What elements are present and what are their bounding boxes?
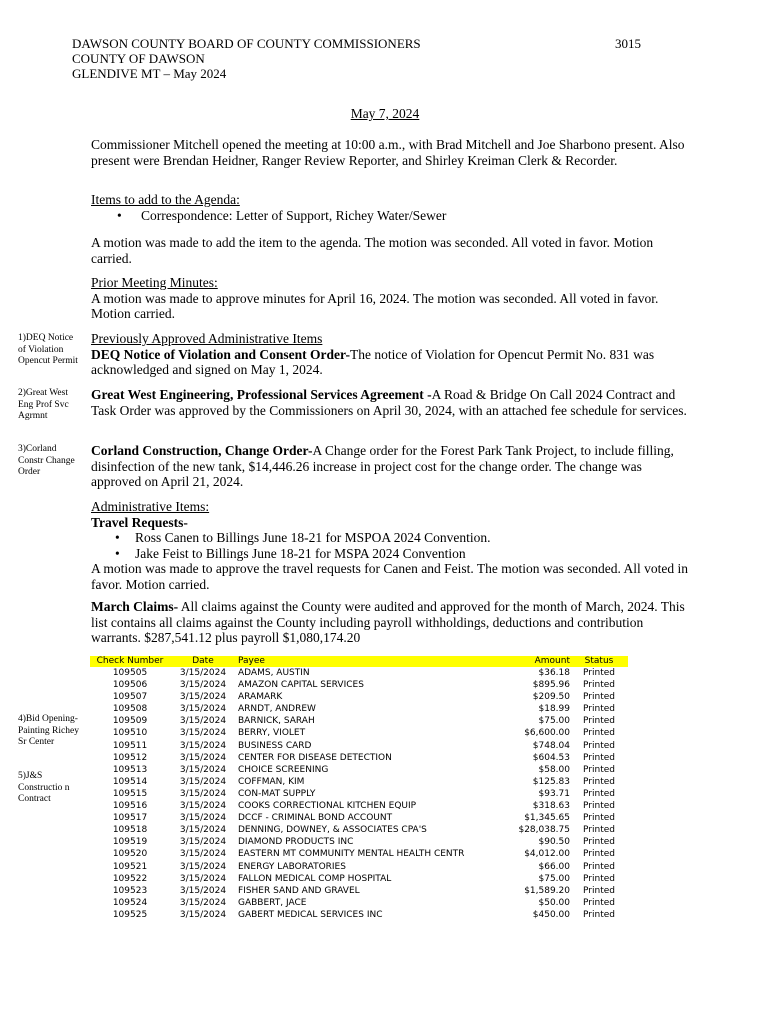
travel-motion: A motion was made to approve the travel requests for Canen and Feist. The motion was seconded. All voted in favor. Motion carried. bbox=[91, 561, 688, 592]
payee-cell: CON-MAT SUPPLY bbox=[238, 788, 316, 799]
status-cell: Printed bbox=[583, 909, 615, 920]
agenda-item: • Correspondence: Letter of Support, Richey Water/Sewer bbox=[91, 208, 691, 224]
status-cell: Printed bbox=[583, 897, 615, 908]
payee-cell: ARAMARK bbox=[238, 692, 283, 703]
payee-cell: DIAMOND PRODUCTS INC bbox=[238, 837, 354, 848]
table-row bbox=[90, 812, 628, 824]
header-amount: Amount bbox=[468, 656, 570, 667]
date-cell: 3/15/2024 bbox=[179, 692, 227, 703]
agenda-heading: Items to add to the Agenda: bbox=[91, 192, 240, 207]
check-number-cell: 109518 bbox=[112, 825, 148, 836]
claims-table-body bbox=[90, 667, 628, 921]
status-cell: Printed bbox=[583, 740, 615, 751]
amount-cell: $66.00 bbox=[538, 861, 570, 872]
document-header bbox=[72, 36, 421, 81]
status-cell: Printed bbox=[583, 849, 615, 860]
header-date: Date bbox=[170, 656, 236, 667]
date-cell: 3/15/2024 bbox=[179, 849, 227, 860]
date-cell: 3/15/2024 bbox=[179, 825, 227, 836]
date-cell: 3/15/2024 bbox=[179, 752, 227, 763]
amount-cell: $93.71 bbox=[538, 788, 570, 799]
check-number-cell: 109523 bbox=[112, 885, 148, 896]
amount-cell: $75.00 bbox=[538, 716, 570, 727]
status-cell: Printed bbox=[583, 704, 615, 715]
date-cell: 3/15/2024 bbox=[179, 680, 227, 691]
header-status: Status bbox=[570, 656, 628, 667]
status-cell: Printed bbox=[583, 788, 615, 799]
check-number-cell: 109519 bbox=[112, 837, 148, 848]
amount-cell: $748.04 bbox=[532, 740, 570, 751]
status-cell: Printed bbox=[583, 668, 615, 678]
table-row bbox=[90, 836, 628, 848]
status-cell: Printed bbox=[583, 764, 615, 775]
status-cell: Printed bbox=[583, 813, 615, 824]
table-row bbox=[90, 691, 628, 703]
travel-item: • Ross Canen to Billings June 18-21 for MSPOA 2024 Convention. bbox=[91, 530, 691, 546]
status-cell: Printed bbox=[583, 885, 615, 896]
claims-table bbox=[90, 656, 628, 921]
table-row bbox=[90, 800, 628, 812]
date-cell: 3/15/2024 bbox=[179, 909, 227, 920]
amount-cell: $90.50 bbox=[538, 837, 570, 848]
table-row bbox=[90, 861, 628, 873]
date-cell: 3/15/2024 bbox=[179, 728, 227, 739]
previously-approved-section bbox=[91, 331, 691, 378]
amount-cell: $28,038.75 bbox=[518, 825, 570, 836]
corland-text: A Change order for the Forest Park Tank Project, to include filling, disinfection of the new tank, $14,446.26 increase in project cost for the change order. The change was approved on April 21, 2024. bbox=[91, 443, 674, 489]
administrative-section bbox=[91, 499, 691, 592]
status-cell: Printed bbox=[583, 825, 615, 836]
check-number-cell: 109512 bbox=[112, 752, 148, 763]
margin-note-deq: 1)DEQ Notice of Violation Opencut Permit bbox=[18, 333, 78, 366]
header-line-3: GLENDIVE MT – May 2024 bbox=[72, 66, 227, 81]
amount-cell: $4,012.00 bbox=[524, 849, 570, 860]
margin-note-bid: 4)Bid Opening-Painting Richey Sr Center bbox=[18, 714, 79, 747]
table-row bbox=[90, 885, 628, 897]
date-cell: 3/15/2024 bbox=[179, 885, 227, 896]
amount-cell: $318.63 bbox=[532, 801, 570, 812]
payee-cell: ADAMS, AUSTIN bbox=[238, 668, 310, 678]
margin-note-corland: 3)Corland Constr Change Order bbox=[18, 444, 75, 477]
amount-cell: $36.18 bbox=[538, 668, 570, 678]
date-cell: 3/15/2024 bbox=[179, 897, 227, 908]
payee-cell: CHOICE SCREENING bbox=[238, 764, 329, 775]
gwe-item bbox=[91, 387, 691, 418]
table-row bbox=[90, 740, 628, 752]
payee-cell: ENERGY LABORATORIES bbox=[238, 861, 346, 872]
agenda-section bbox=[91, 192, 691, 223]
table-row bbox=[90, 909, 628, 921]
date-cell: 3/15/2024 bbox=[179, 801, 227, 812]
payee-cell: DCCF - CRIMINAL BOND ACCOUNT bbox=[238, 813, 393, 824]
travel-item: • Jake Feist to Billings June 18-21 for MSPA 2024 Convention bbox=[91, 546, 691, 562]
table-row bbox=[90, 764, 628, 776]
table-row bbox=[90, 703, 628, 715]
check-number-cell: 109524 bbox=[112, 897, 148, 908]
table-row bbox=[90, 679, 628, 691]
date-cell: 3/15/2024 bbox=[179, 668, 227, 678]
check-number-cell: 109521 bbox=[112, 861, 148, 872]
payee-cell: EASTERN MT COMMUNITY MENTAL HEALTH CENTR bbox=[238, 849, 465, 860]
minutes-text: A motion was made to approve minutes for April 16, 2024. The motion was seconded. All voted in favor. Motion carried. bbox=[91, 290, 659, 321]
check-number-cell: 109514 bbox=[112, 776, 148, 787]
payee-cell: BUSINESS CARD bbox=[238, 740, 312, 751]
date-cell: 3/15/2024 bbox=[179, 776, 227, 787]
deq-item bbox=[91, 347, 691, 378]
payee-cell: BARNICK, SARAH bbox=[238, 716, 315, 727]
header-line-2: COUNTY OF DAWSON bbox=[72, 51, 205, 66]
date-cell: 3/15/2024 bbox=[179, 704, 227, 715]
table-row bbox=[90, 667, 628, 679]
claims-table-header bbox=[90, 656, 628, 667]
status-cell: Printed bbox=[583, 861, 615, 872]
status-cell: Printed bbox=[583, 776, 615, 787]
header-line-1: DAWSON COUNTY BOARD OF COUNTY COMMISSIONERS bbox=[72, 36, 421, 51]
status-cell: Printed bbox=[583, 837, 615, 848]
status-cell: Printed bbox=[583, 728, 615, 739]
payee-cell: AMAZON CAPITAL SERVICES bbox=[238, 680, 364, 691]
claims-title: March Claims- bbox=[91, 599, 179, 614]
payee-cell: FALLON MEDICAL COMP HOSPITAL bbox=[238, 873, 392, 884]
date-cell: 3/15/2024 bbox=[179, 837, 227, 848]
amount-cell: $125.83 bbox=[532, 776, 570, 787]
margin-note-gwe: 2)Great West Eng Prof Svc Agrmnt bbox=[18, 388, 69, 421]
payee-cell: BERRY, VIOLET bbox=[238, 728, 306, 739]
amount-cell: $6,600.00 bbox=[524, 728, 570, 739]
amount-cell: $18.99 bbox=[538, 704, 570, 715]
status-cell: Printed bbox=[583, 716, 615, 727]
payee-cell: CENTER FOR DISEASE DETECTION bbox=[238, 752, 392, 763]
table-row bbox=[90, 752, 628, 764]
margin-note-js: 5)J&S Constructio n Contract bbox=[18, 771, 70, 804]
table-row bbox=[90, 727, 628, 739]
check-number-cell: 109505 bbox=[112, 668, 148, 678]
deq-text: The notice of Violation for Opencut Permit No. 831 was acknowledged and signed on May 1, 2024. bbox=[91, 346, 655, 377]
payee-cell: GABBERT, JACE bbox=[238, 897, 307, 908]
opening-paragraph: Commissioner Mitchell opened the meeting at 10:00 a.m., with Brad Mitchell and Joe Sharbono present. Also present were Brendan Heidner, Ranger Review Reporter, and Shirley Kreiman Clerk & Recorder. bbox=[91, 137, 685, 168]
payee-cell: ARNDT, ANDREW bbox=[238, 704, 316, 715]
header-payee: Payee bbox=[236, 656, 468, 667]
meeting-date: May 7, 2024 bbox=[350, 106, 420, 121]
amount-cell: $450.00 bbox=[532, 909, 570, 920]
check-number-cell: 109522 bbox=[112, 873, 148, 884]
table-row bbox=[90, 873, 628, 885]
payee-cell: DENNING, DOWNEY, & ASSOCIATES CPA'S bbox=[238, 825, 427, 836]
amount-cell: $50.00 bbox=[538, 897, 570, 908]
table-row bbox=[90, 848, 628, 860]
corland-item bbox=[91, 443, 691, 490]
payee-cell: COOKS CORRECTIONAL KITCHEN EQUIP bbox=[238, 801, 417, 812]
date-cell: 3/15/2024 bbox=[179, 716, 227, 727]
table-row bbox=[90, 788, 628, 800]
check-number-cell: 109517 bbox=[112, 813, 148, 824]
check-number-cell: 109509 bbox=[112, 716, 148, 727]
check-number-cell: 109506 bbox=[112, 680, 148, 691]
amount-cell: $1,589.20 bbox=[524, 885, 570, 896]
gwe-title: Great West Engineering, Professional Services Agreement - bbox=[91, 387, 432, 402]
header-check-number: Check Number bbox=[90, 656, 170, 667]
payee-cell: FISHER SAND AND GRAVEL bbox=[238, 885, 360, 896]
table-row bbox=[90, 715, 628, 727]
payee-cell: GABERT MEDICAL SERVICES INC bbox=[238, 909, 383, 920]
previously-approved-heading: Previously Approved Administrative Items bbox=[91, 331, 323, 346]
minutes-section bbox=[91, 275, 691, 322]
check-number-cell: 109508 bbox=[112, 704, 148, 715]
payee-cell: COFFMAN, KIM bbox=[238, 776, 305, 787]
amount-cell: $604.53 bbox=[532, 752, 570, 763]
status-cell: Printed bbox=[583, 692, 615, 703]
page-number: 3015 bbox=[615, 36, 641, 51]
agenda-motion: A motion was made to add the item to the agenda. The motion was seconded. All voted in favor. Motion carried. bbox=[91, 235, 654, 266]
date-cell: 3/15/2024 bbox=[179, 873, 227, 884]
status-cell: Printed bbox=[583, 873, 615, 884]
table-row bbox=[90, 776, 628, 788]
amount-cell: $895.96 bbox=[532, 680, 570, 691]
check-number-cell: 109515 bbox=[112, 788, 148, 799]
amount-cell: $58.00 bbox=[538, 764, 570, 775]
table-row bbox=[90, 897, 628, 909]
table-row bbox=[90, 824, 628, 836]
check-number-cell: 109525 bbox=[112, 909, 148, 920]
check-number-cell: 109513 bbox=[112, 764, 148, 775]
administrative-heading: Administrative Items: bbox=[91, 499, 210, 514]
status-cell: Printed bbox=[583, 801, 615, 812]
minutes-heading: Prior Meeting Minutes: bbox=[91, 275, 218, 290]
date-cell: 3/15/2024 bbox=[179, 764, 227, 775]
date-cell: 3/15/2024 bbox=[179, 788, 227, 799]
status-cell: Printed bbox=[583, 680, 615, 691]
date-cell: 3/15/2024 bbox=[179, 740, 227, 751]
check-number-cell: 109510 bbox=[112, 728, 148, 739]
amount-cell: $75.00 bbox=[538, 873, 570, 884]
check-number-cell: 109511 bbox=[112, 740, 148, 751]
amount-cell: $1,345.65 bbox=[524, 813, 570, 824]
check-number-cell: 109507 bbox=[112, 692, 148, 703]
amount-cell: $209.50 bbox=[532, 692, 570, 703]
check-number-cell: 109520 bbox=[112, 849, 148, 860]
check-number-cell: 109516 bbox=[112, 801, 148, 812]
date-cell: 3/15/2024 bbox=[179, 861, 227, 872]
corland-title: Corland Construction, Change Order- bbox=[91, 443, 313, 458]
claims-paragraph bbox=[91, 599, 691, 646]
gwe-text: A Road & Bridge On Call 2024 Contract and Task Order was approved by the Commissioners on April 30, 2024, with an attached fee schedule for services. bbox=[91, 387, 687, 418]
status-cell: Printed bbox=[583, 752, 615, 763]
deq-title: DEQ Notice of Violation and Consent Order- bbox=[91, 346, 350, 362]
claims-text: All claims against the County were audited and approved for the month of March, 2024. This list contains all claims against the County including payroll withholdings, deductions and contribution warrants. $287,541.12 plus payroll $1,080,174.20 bbox=[91, 599, 685, 645]
travel-title: Travel Requests- bbox=[91, 514, 188, 530]
date-cell: 3/15/2024 bbox=[179, 813, 227, 824]
